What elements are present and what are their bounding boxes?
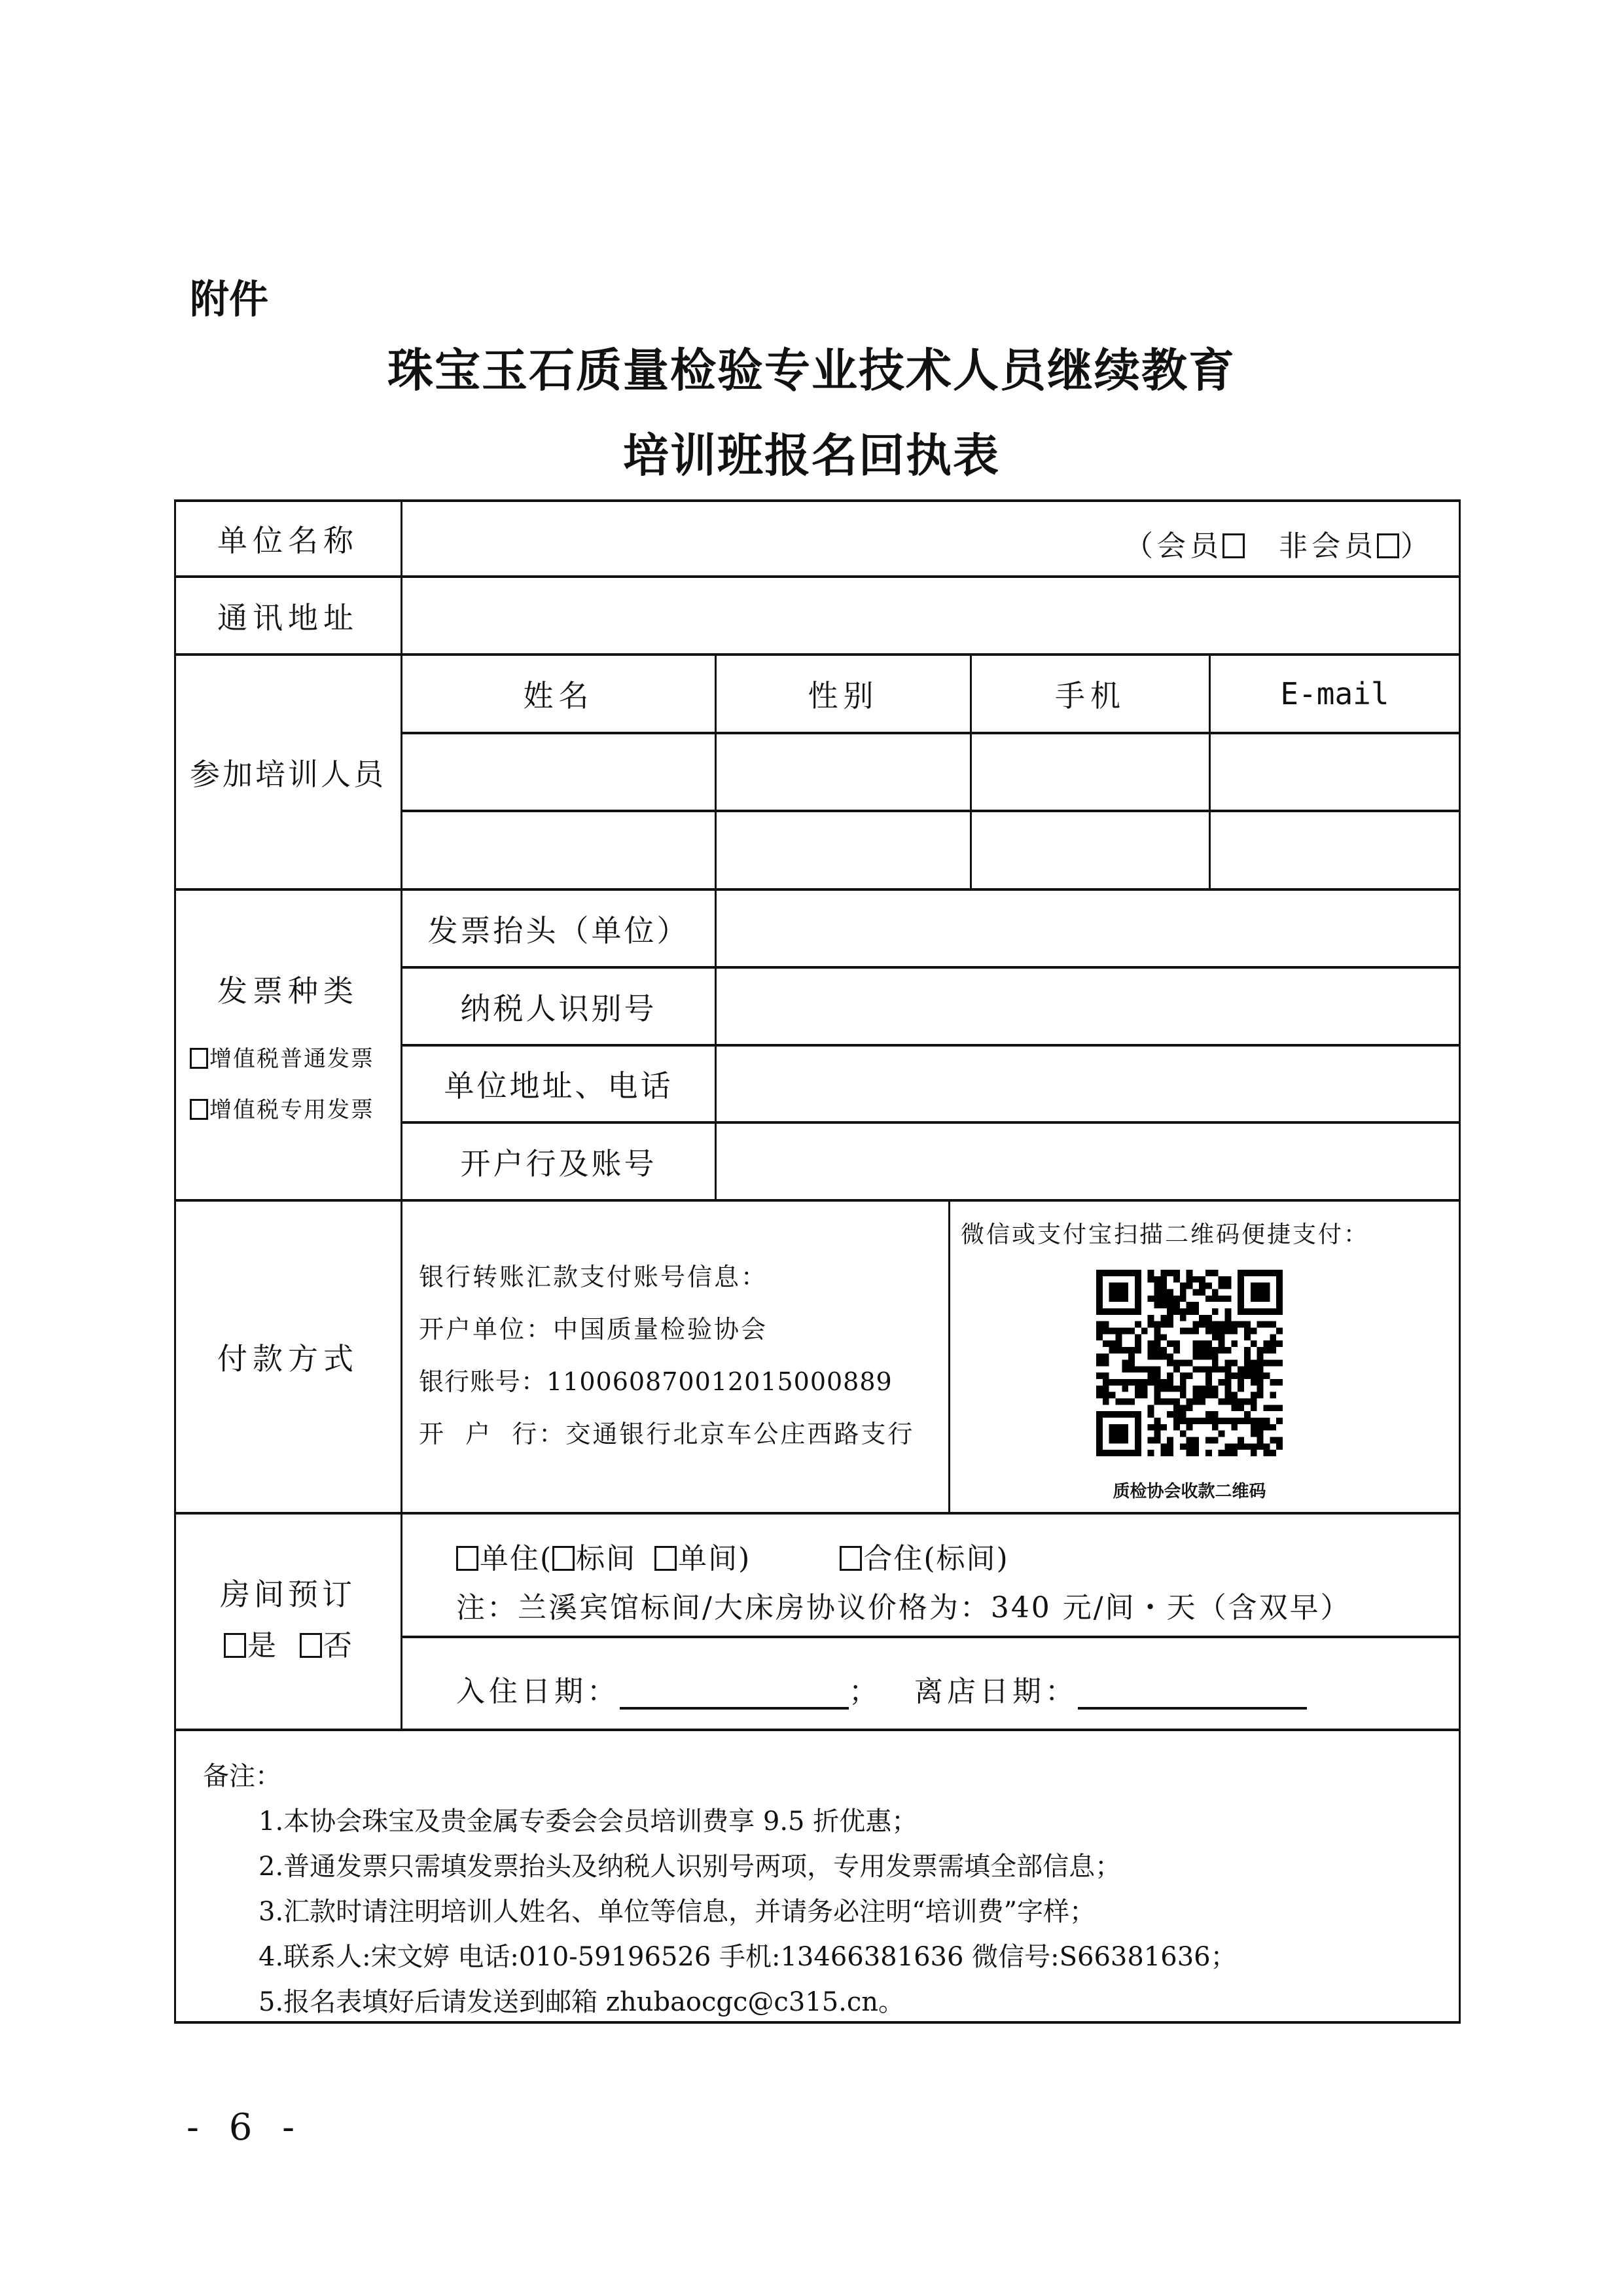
payment-method-label: 付款方式	[217, 1341, 359, 1376]
column-header-phone: 手机	[1055, 678, 1126, 713]
standard-room-checkbox[interactable]	[552, 1546, 575, 1571]
attachment-label: 附件	[190, 277, 268, 323]
standard-room-label: 标间	[576, 1542, 637, 1575]
address-field[interactable]	[402, 578, 1459, 653]
note-item: 2.普通发票只需填发票抬头及纳税人识别号两项，专用发票需填全部信息；	[259, 1852, 1122, 1882]
bank-account-label: 开户行及账号	[460, 1145, 657, 1181]
shared-occupancy-checkbox[interactable]	[840, 1546, 862, 1571]
invoice-option-general	[190, 1041, 374, 1073]
room-no-checkbox[interactable]	[300, 1633, 322, 1658]
column-divider	[948, 1199, 950, 1513]
participant-2-phone-field[interactable]	[972, 812, 1209, 888]
room-booking-label: 房间预订	[220, 1577, 356, 1612]
room-booking-choice	[175, 1622, 401, 1664]
note-item: 1.本协会珠宝及贵金属专委会会员培训费享 9.5 折优惠；	[259, 1806, 918, 1837]
date-separator: ；	[849, 1675, 882, 1708]
invoice-general-label: 增值税普通发票	[209, 1046, 374, 1072]
bank-account-holder: 开户单位：中国质量检验协会	[419, 1315, 768, 1344]
bank-account-field[interactable]	[717, 1124, 1459, 1199]
invoice-special-label: 增值税专用发票	[209, 1097, 374, 1123]
room-yes-label: 是	[247, 1629, 276, 1662]
participant-1-phone-field[interactable]	[972, 734, 1209, 810]
member-open: （会员	[1124, 529, 1222, 563]
participant-1-gender-field[interactable]	[717, 734, 970, 810]
note-item: 3.汇款时请注明培训人姓名、单位等信息，并请务必注明“培训费”字样；	[259, 1897, 1096, 1927]
company-address-phone-label: 单位地址、电话	[444, 1068, 673, 1103]
checkout-date-field[interactable]	[1078, 1678, 1307, 1710]
invoice-general-checkbox[interactable]	[190, 1048, 208, 1069]
room-type-options	[456, 1535, 1009, 1577]
invoice-special-checkbox[interactable]	[190, 1099, 208, 1120]
shared-occupancy-label: 合住(标间)	[863, 1542, 1009, 1575]
unit-name-label: 单位名称	[217, 523, 359, 558]
participant-1-email-field[interactable]	[1211, 734, 1459, 810]
member-close: ）	[1400, 529, 1433, 563]
qr-caption: 质检协会收款二维码	[1113, 1482, 1266, 1501]
single-occupancy-label: 单住(	[480, 1542, 553, 1575]
checkin-date-field[interactable]	[620, 1678, 849, 1710]
checkin-label: 入住日期：	[456, 1675, 620, 1708]
form-title-line2: 培训班报名回执表	[623, 428, 1000, 482]
room-no-label: 否	[323, 1629, 352, 1662]
bank-branch: 开 户 行：交通银行北京车公庄西路支行	[419, 1420, 915, 1448]
table-border-right	[1459, 499, 1461, 2024]
invoice-title-label: 发票抬头（单位）	[427, 912, 690, 948]
column-header-email: E-mail	[1280, 676, 1389, 711]
taxpayer-id-label: 纳税人识别号	[460, 990, 657, 1026]
non-member-label: 非会员	[1279, 529, 1377, 563]
single-room-checkbox[interactable]	[654, 1546, 677, 1571]
room-price-note: 注：兰溪宾馆标间/大床房协议价格为：340 元/间・天（含双早）	[456, 1591, 1351, 1624]
participant-2-email-field[interactable]	[1211, 812, 1459, 888]
participants-label: 参加培训人员	[190, 756, 386, 792]
qr-payment-title: 微信或支付宝扫描二维码便捷支付：	[961, 1221, 1370, 1248]
form-title-line1: 珠宝玉石质量检验专业技术人员继续教育	[387, 343, 1236, 397]
note-item: 5.报名表填好后请发送到邮箱 zhubaocgc@c315.cn。	[259, 1987, 905, 2017]
column-header-name: 姓名	[523, 678, 594, 713]
invoice-type-label: 发票种类	[217, 973, 359, 1009]
participant-2-gender-field[interactable]	[717, 812, 970, 888]
company-address-phone-field[interactable]	[717, 1047, 1459, 1121]
notes-section	[203, 1754, 1237, 2025]
bank-info-title: 银行转账汇款支付账号信息：	[419, 1263, 768, 1291]
participant-2-name-field[interactable]	[402, 812, 715, 888]
payment-qr-code	[1096, 1270, 1283, 1456]
member-checkbox[interactable]	[1222, 533, 1245, 558]
bank-account-number: 银行账号：110060870012015000889	[419, 1367, 893, 1396]
checkout-label: 离店日期：	[914, 1675, 1078, 1708]
invoice-title-field[interactable]	[717, 891, 1459, 966]
single-room-label: 单间)	[678, 1542, 751, 1575]
non-member-checkbox[interactable]	[1377, 533, 1399, 558]
stay-dates	[456, 1668, 1307, 1710]
page-number: - 6 -	[187, 2106, 304, 2149]
address-label: 通讯地址	[217, 600, 359, 636]
row-divider	[174, 1512, 1461, 1515]
taxpayer-id-field[interactable]	[717, 969, 1459, 1044]
note-item: 4.联系人:宋文婷 电话:010-59196526 手机:13466381636 微信号:S66381636；	[259, 1942, 1237, 1972]
row-divider	[401, 1636, 1461, 1638]
participant-1-name-field[interactable]	[402, 734, 715, 810]
row-divider	[174, 1729, 1461, 1731]
single-occupancy-checkbox[interactable]	[456, 1546, 478, 1571]
notes-title: 备注：	[203, 1761, 281, 1791]
room-yes-checkbox[interactable]	[224, 1633, 246, 1658]
membership-choice	[1124, 522, 1433, 564]
column-header-gender: 性别	[808, 678, 879, 713]
invoice-option-special	[190, 1092, 374, 1124]
